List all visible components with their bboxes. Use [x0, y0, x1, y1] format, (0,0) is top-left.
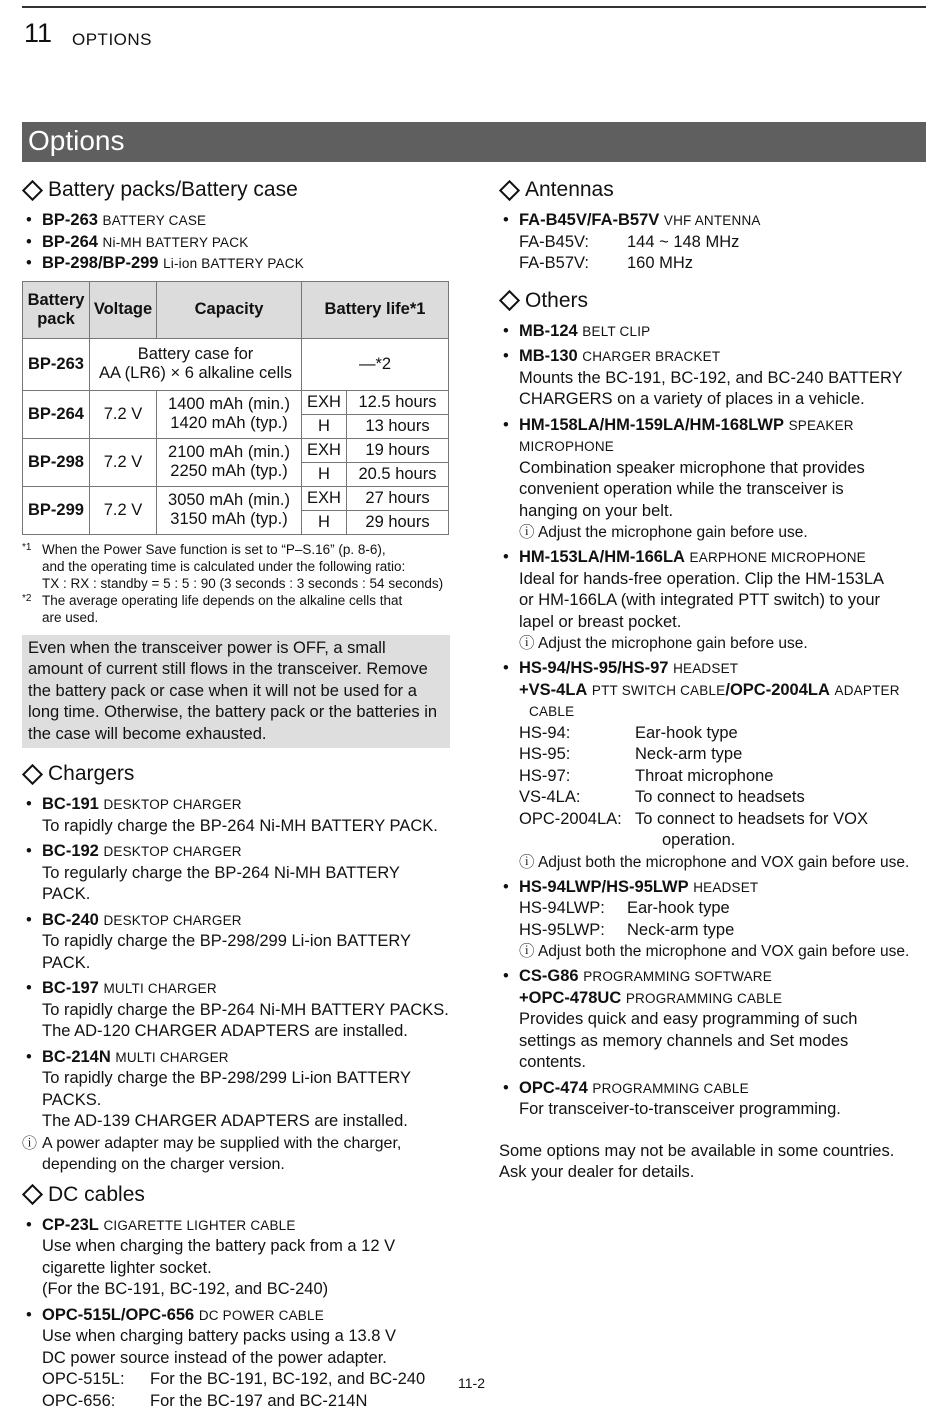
- diamond-icon: [22, 1184, 43, 1205]
- info-icon: ⓘ: [519, 853, 535, 871]
- info-icon: ⓘ: [519, 524, 535, 541]
- list-item: • CP-23L CIGARETTE LIGHTER CABLE Use when charging the battery pack from a 12 V cigarette lighter socket. (For the BC-191, BC-192, and BC-240): [26, 1215, 396, 1299]
- list-item: • OPC-474 PROGRAMMING CABLE For transceiver-to-transceiver programming.: [503, 1078, 841, 1118]
- list-item: • BC-197 MULTI CHARGER To rapidly charge the BP-264 Ni-MH BATTERY PACKS. The AD-120 CHARGER ADAPTERS are installed.: [26, 979, 449, 1041]
- list-item: • CS-G86 PROGRAMMING SOFTWARE +OPC-478UC PROGRAMMING CABLE Provides quick and easy programming of such settings as memory channels and Set modes contents.: [503, 967, 858, 1071]
- others-heading: Others: [499, 289, 929, 313]
- list-item: • HM-158LA/HM-159LA/HM-168LWP SPEAKER MICROPHONE Combination speaker microphone that provides convenient operation while the transceiver is hanging on your belt. ⓘ Adjust the microphone gain before use.: [503, 415, 865, 541]
- table-row: H 20.5 hours: [23, 462, 449, 486]
- list-item: • FA-B45V/FA-B57V VHF ANTENNA FA-B45V: 144 ~ 148 MHz FA-B57V: 160 MHz: [503, 211, 761, 272]
- chargers-heading: Chargers: [22, 762, 450, 786]
- page-number: 11-2: [458, 1375, 485, 1391]
- left-column: [22, 178, 450, 1416]
- diamond-icon: [499, 179, 520, 200]
- chapter-title: OPTIONS: [72, 30, 153, 49]
- table-row: BP-264 7.2 V 1400 mAh (min.) 1420 mAh (typ.) EXH 12.5 hours: [23, 390, 449, 414]
- table-header-row: Battery pack Voltage Capacity Battery life*1: [23, 281, 449, 338]
- info-icon: ⓘ: [519, 943, 535, 960]
- list-item: • BP-264 Ni-MH BATTERY PACK: [26, 232, 249, 251]
- list-item: • BP-263 BATTERY CASE: [26, 211, 207, 229]
- top-rule: [22, 6, 926, 8]
- charger-note: ⓘ A power adapter may be supplied with the charger, depending on the charger version.: [22, 1134, 402, 1173]
- list-item: • BC-192 DESKTOP CHARGER To regularly charge the BP-264 Ni-MH BATTERY PACK.: [26, 842, 400, 904]
- antennas-heading: Antennas: [499, 178, 929, 202]
- closing-note: Some options may not be available in some countries. Ask your dealer for details.: [499, 1141, 895, 1181]
- footnote-1: *1 When the Power Save function is set to “P–S.16” (p. 8-6), and the operating time is calculated under the following ratio: TX : RX : standby = 5 : 5 : 90 (3 seconds : 3 seconds : 54 seconds): [22, 541, 444, 591]
- section-banner: [22, 122, 926, 162]
- footnote-2: *2 The average operating life depends on the alkaline cells that are used.: [22, 593, 403, 626]
- list-item: • BP-298/BP-299 Li-ion BATTERY PACK: [26, 254, 304, 272]
- diamond-icon: [499, 290, 520, 311]
- chapter-number: 11: [24, 18, 53, 48]
- dc-cables-heading: DC cables: [22, 1183, 450, 1207]
- table-row: BP-299 7.2 V 3050 mAh (min.) 3150 mAh (typ.) EXH 27 hours: [23, 486, 449, 510]
- list-item: • HM-153LA/HM-166LA EARPHONE MICROPHONE Ideal for hands-free operation. Clip the HM-153LA or HM-166LA (with integrated PTT switch) to your lapel or breast pocket. ⓘ Adjust the microphone gain before use.: [503, 548, 885, 652]
- list-item: • BC-191 DESKTOP CHARGER To rapidly charge the BP-264 Ni-MH BATTERY PACK.: [26, 795, 438, 835]
- info-icon: ⓘ: [519, 635, 535, 652]
- list-item: • HS-94/HS-95/HS-97 HEADSET +VS-4LA PTT SWITCH CABLE/OPC-2004LA ADAPTER CABLE HS-94: Ear-hook type HS-95: Neck-arm type HS-97: Throat microphone VS-4LA: To connect to headsets OPC-2004LA: To connect to headsets for VOX operation. ⓘ Adjust both the microphone and VOX gain before use.: [503, 659, 910, 871]
- right-column: [499, 178, 929, 1183]
- table-row: H 13 hours: [23, 414, 449, 438]
- list-item: • MB-130 CHARGER BRACKET Mounts the BC-191, BC-192, and BC-240 BATTERY CHARGERS on a variety of places in a vehicle.: [503, 347, 903, 408]
- list-item: • OPC-515L/OPC-656 DC POWER CABLE Use when charging battery packs using a 13.8 V DC power source instead of the power adapter. OPC-515L: For the BC-191, BC-192, and BC-240 OPC-656: For the BC-197 and BC-214N: [26, 1305, 426, 1410]
- diamond-icon: [22, 763, 43, 784]
- battery-table: [22, 281, 449, 535]
- table-row: BP-263 Battery case for AA (LR6) × 6 alkaline cells —*2: [23, 338, 449, 390]
- footnotes: [22, 541, 450, 627]
- list-item: • MB-124 BELT CLIP: [503, 321, 651, 340]
- battery-heading: Battery packs/Battery case: [22, 178, 450, 202]
- list-item: • BC-240 DESKTOP CHARGER To rapidly charge the BP-298/299 Li-ion BATTERY PACK.: [26, 910, 411, 972]
- list-item: • HS-94LWP/HS-95LWP HEADSET HS-94LWP: Ear-hook type HS-95LWP: Neck-arm type ⓘ Adjust both the microphone and VOX gain before use.: [503, 877, 910, 960]
- list-item: • BC-214N MULTI CHARGER To rapidly charge the BP-298/299 Li-ion BATTERY PACKS. The AD-139 CHARGER ADAPTERS are installed.: [26, 1047, 411, 1131]
- table-row: BP-298 7.2 V 2100 mAh (min.) 2250 mAh (typ.) EXH 19 hours: [23, 438, 449, 462]
- diamond-icon: [22, 179, 43, 200]
- warning-box: Even when the transceiver power is OFF, a small amount of current still flows in the transceiver. Remove the battery pack or case when it will not be used for a long time. Otherwise, the battery pack or the batteries in the case will become exhausted.: [22, 635, 450, 749]
- banner-title: Options: [28, 125, 125, 156]
- info-icon: ⓘ: [22, 1134, 38, 1152]
- table-row: H 29 hours: [23, 510, 449, 534]
